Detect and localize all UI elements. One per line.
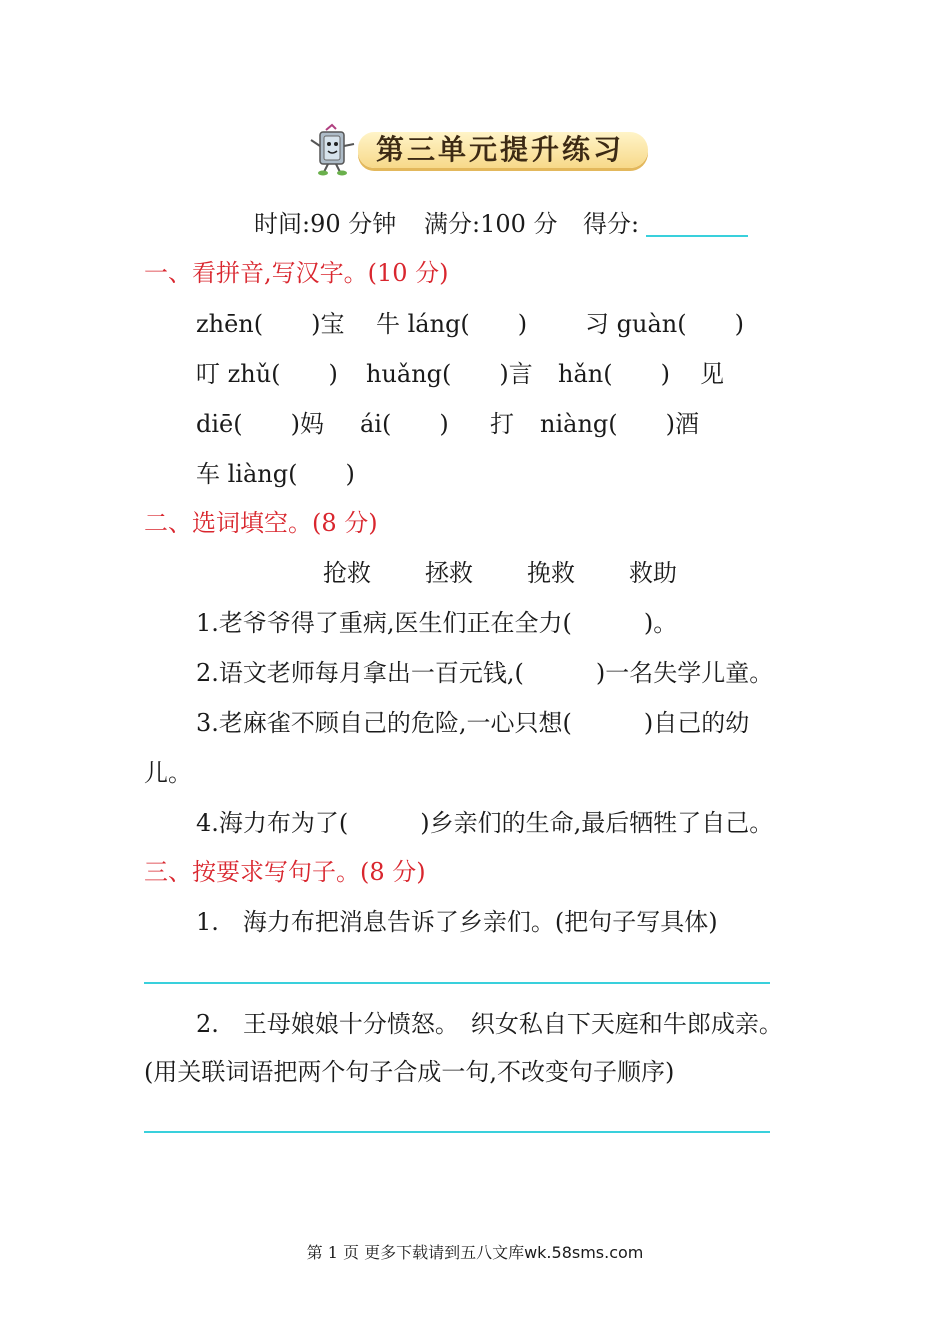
page-title: 第三单元提升练习 [376,133,625,166]
question-text: 3.老麻雀不顾自己的危险,一心只想( )自己的幼 [196,709,750,737]
score-label: 得分: [583,210,640,238]
pinyin-item: 牛 láng( ) [376,310,528,338]
title-banner [306,122,650,178]
pinyin-item: 见 [700,360,724,388]
word-choice: 救助 [629,559,677,587]
question-text: 2.语文老师每月拿出一百元钱,( )一名失学儿童。 [196,659,774,687]
book-mascot-icon [306,122,362,178]
pinyin-item: 习 guàn( ) [585,310,744,338]
full-score-label: 满分:100 分 [424,210,558,238]
section3-heading: 三、按要求写句子。(8 分) [144,858,426,886]
time-label: 时间:90 分钟 [254,210,397,238]
section1-heading: 一、看拼音,写汉字。(10 分) [144,259,449,287]
score-blank-line [646,235,748,237]
question-text: 1. 海力布把消息告诉了乡亲们。(把句子写具体) [196,908,718,936]
section2-heading: 二、选词填空。(8 分) [144,509,378,537]
question-text: 1.老爷爷得了重病,医生们正在全力( )。 [196,609,678,637]
answer-line [144,982,770,984]
pinyin-item: niàng( )酒 [540,410,699,438]
footer-text: 更多下载请到五八文库 [364,1243,525,1262]
question-text: 儿。 [144,759,192,787]
pinyin-item: 打 [490,410,514,438]
pinyin-item: ái( ) [360,410,449,438]
pinyin-item: zhēn( )宝 [196,310,345,338]
pinyin-item: hǎn( ) [558,360,670,388]
word-choice: 抢救 [323,559,371,587]
pinyin-item: huǎng( )言 [366,360,533,388]
question-text: 4.海力布为了( )乡亲们的生命,最后牺牲了自己。 [196,809,774,837]
footer-site-link[interactable]: wk.58sms.com [524,1243,644,1262]
question-text: 2. 王母娘娘十分愤怒。 织女私自下天庭和牛郎成亲。 [196,1010,783,1038]
pinyin-item: 车 liàng( ) [196,460,355,488]
pinyin-item: diē( )妈 [196,410,324,438]
word-choice: 挽救 [527,559,575,587]
page-number: 第 1 页 [306,1243,359,1262]
question-text: (用关联词语把两个句子合成一句,不改变句子顺序) [144,1058,675,1086]
pinyin-item: 叮 zhǔ( ) [196,360,338,388]
answer-line [144,1131,770,1133]
page-footer [0,1243,950,1263]
word-choice: 拯救 [425,559,473,587]
